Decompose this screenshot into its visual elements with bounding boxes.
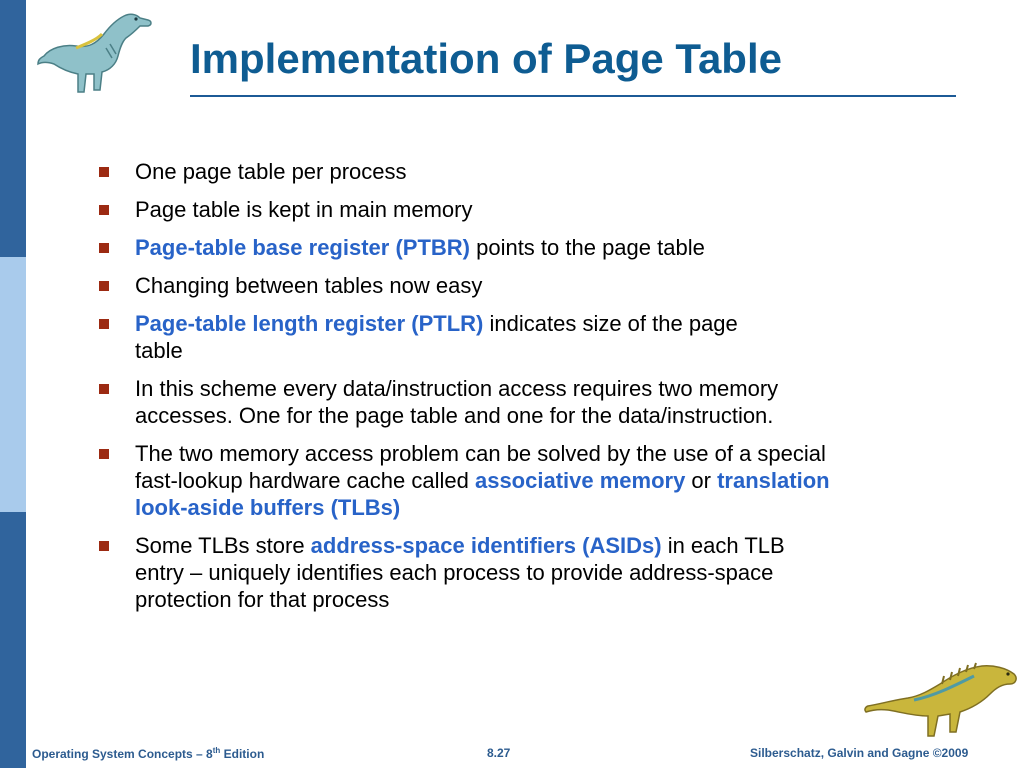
dinosaur-icon bbox=[864, 660, 1022, 740]
bullet-square-icon bbox=[99, 205, 109, 215]
bullet-text: Some TLBs store bbox=[135, 533, 311, 558]
bullet-list bbox=[96, 158, 836, 624]
highlighted-term: translation look-aside buffers (TLBs) bbox=[135, 468, 830, 520]
bullet-text: One page table per process bbox=[135, 159, 407, 184]
title-divider bbox=[190, 95, 956, 97]
bullet-text: Page table is kept in main memory bbox=[135, 197, 473, 222]
bullet-text: In this scheme every data/instruction access requires two memory accesses. One for the page table and one for the data/instruction. bbox=[135, 376, 779, 428]
bullet-text: indicates size of the page table bbox=[135, 311, 738, 363]
footer-copyright: Silberschatz, Galvin and Gagne ©2009 bbox=[750, 746, 969, 760]
bullet-square-icon bbox=[99, 243, 109, 253]
list-item bbox=[96, 310, 836, 364]
dinosaur-icon bbox=[36, 4, 156, 96]
list-item bbox=[96, 196, 836, 223]
footer-slide-number: 8.27 bbox=[487, 746, 511, 760]
page-title: Implementation of Page Table bbox=[190, 35, 782, 82]
list-item bbox=[96, 234, 836, 261]
highlighted-term: associative memory bbox=[474, 468, 686, 493]
footer-course-title: Operating System Concepts – 8th Edition bbox=[32, 746, 265, 761]
bullet-text: or bbox=[685, 468, 718, 493]
bullet-text: The two memory access problem can be solved by the use of a special fast-lookup hardware cache called bbox=[135, 441, 826, 493]
highlighted-term: Page-table base register (PTBR) bbox=[135, 235, 470, 260]
bullet-square-icon bbox=[99, 319, 109, 329]
list-item bbox=[96, 532, 836, 613]
side-bar-top bbox=[0, 0, 26, 257]
list-item bbox=[96, 272, 836, 299]
bullet-square-icon bbox=[99, 167, 109, 177]
bullet-square-icon bbox=[99, 541, 109, 551]
list-item bbox=[96, 375, 836, 429]
highlighted-term: Page-table length register (PTLR) bbox=[135, 311, 484, 336]
bullet-square-icon bbox=[99, 449, 109, 459]
bullet-text: in each TLB entry – uniquely identifies each process to provide address-space protection for that process bbox=[135, 533, 785, 612]
side-bar-bottom bbox=[0, 512, 26, 768]
side-bar bbox=[0, 0, 26, 768]
bullet-text: Changing between tables now easy bbox=[135, 273, 483, 298]
bullet-text: points to the page table bbox=[469, 235, 705, 260]
bullet-square-icon bbox=[99, 281, 109, 291]
bullet-square-icon bbox=[99, 384, 109, 394]
list-item bbox=[96, 158, 836, 185]
list-item bbox=[96, 440, 836, 521]
highlighted-term: address-space identifiers (ASIDs) bbox=[310, 533, 662, 558]
side-bar-middle bbox=[0, 257, 26, 512]
